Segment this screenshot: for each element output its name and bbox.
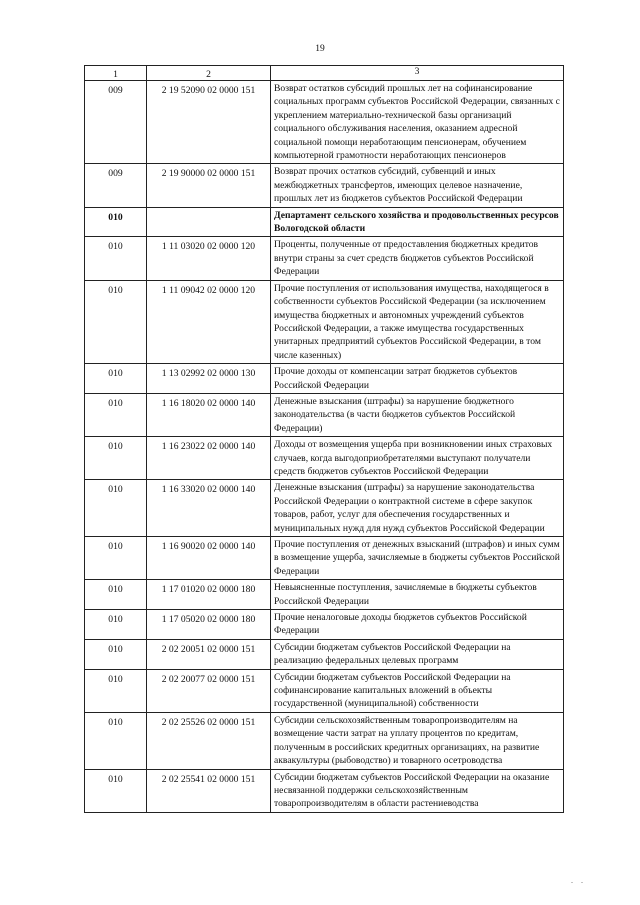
budget-code-cell: 2 02 25541 02 0000 151	[147, 769, 271, 812]
income-name-cell: Субсидии бюджетам субъектов Российской Федерации на реализацию федеральных целевых программ	[271, 639, 564, 669]
admin-code-cell: 010	[85, 712, 147, 769]
income-name-cell: Денежные взыскания (штрафы) за нарушение бюджетного законодательства (в части бюджетов субъектов Российской Федерации)	[271, 393, 564, 436]
admin-code-cell: 010	[85, 207, 147, 237]
income-name-cell: Субсидии бюджетам субъектов Российской Федерации на софинансирование капитальных вложений в объекты государственной (муниципальной) собственности	[271, 669, 564, 712]
budget-code-cell: 1 16 18020 02 0000 140	[147, 393, 271, 436]
scan-mark: . .	[571, 876, 586, 885]
income-name-cell: Прочие доходы от компенсации затрат бюджетов субъектов Российской Федерации	[271, 364, 564, 394]
table-row	[85, 610, 564, 640]
income-name-cell: Возврат прочих остатков субсидий, субвенций и иных межбюджетных трансфертов, имеющих целевое назначение, прошлых лет из бюджетов субъектов Российской Федерации	[271, 164, 564, 207]
table-row	[85, 164, 564, 207]
table-header-row	[85, 66, 564, 81]
income-codes-table	[84, 65, 564, 813]
income-name-cell: Субсидии сельскохозяйственным товаропроизводителям на возмещение части затрат на уплату процентов по кредитам, полученным в российских кредитных организациях, на развитие аквакультуры (рыбоводство) и товарного осетроводства	[271, 712, 564, 769]
table-row	[85, 207, 564, 237]
budget-code-cell: 2 02 20077 02 0000 151	[147, 669, 271, 712]
page-number: 19	[315, 44, 325, 54]
table-row	[85, 437, 564, 480]
admin-code-cell: 010	[85, 280, 147, 363]
admin-code-cell: 009	[85, 164, 147, 207]
income-name-cell: Невыясненные поступления, зачисляемые в бюджеты субъектов Российской Федерации	[271, 580, 564, 610]
table-body	[85, 66, 564, 813]
budget-code-cell: 2 02 25526 02 0000 151	[147, 712, 271, 769]
budget-code-cell: 1 17 01020 02 0000 180	[147, 580, 271, 610]
income-name-cell: Возврат остатков субсидий прошлых лет на софинансирование социальных программ субъектов Российской Федерации, связанных с укреплением материально-технической базы организаций социального обслуживания населения, оказанием адресной социальной помощи неработающим пенсионерам, обучением компьютерной грамотности неработающих пенсионеров	[271, 81, 564, 164]
admin-code-cell: 010	[85, 480, 147, 537]
column-header-2: 2	[147, 66, 271, 81]
table-row	[85, 480, 564, 537]
income-name-cell: Департамент сельского хозяйства и продовольственных ресурсов Вологодской области	[271, 207, 564, 237]
income-name-cell: Денежные взыскания (штрафы) за нарушение законодательства Российской Федерации о контрактной системе в сфере закупок товаров, работ, услуг для обеспечения государственных и муниципальных нужд для нужд субъектов Российской Федерации	[271, 480, 564, 537]
table-row	[85, 769, 564, 812]
budget-code-cell	[147, 207, 271, 237]
budget-code-cell: 2 19 90000 02 0000 151	[147, 164, 271, 207]
table-row	[85, 669, 564, 712]
income-name-cell: Проценты, полученные от предоставления бюджетных кредитов внутри страны за счет средств бюджетов субъектов Российской Федерации	[271, 237, 564, 280]
table-row	[85, 237, 564, 280]
budget-code-cell: 2 19 52090 02 0000 151	[147, 81, 271, 164]
income-name-cell: Прочие поступления от денежных взысканий (штрафов) и иных сумм в возмещение ущерба, зачисляемые в бюджеты субъектов Российской Федерации	[271, 537, 564, 580]
table-row	[85, 393, 564, 436]
budget-code-cell: 1 16 23022 02 0000 140	[147, 437, 271, 480]
budget-code-cell: 1 17 05020 02 0000 180	[147, 610, 271, 640]
budget-code-cell: 1 16 90020 02 0000 140	[147, 537, 271, 580]
table-row	[85, 537, 564, 580]
budget-code-cell: 1 11 09042 02 0000 120	[147, 280, 271, 363]
admin-code-cell: 010	[85, 580, 147, 610]
admin-code-cell: 010	[85, 393, 147, 436]
income-name-cell: Прочие неналоговые доходы бюджетов субъектов Российской Федерации	[271, 610, 564, 640]
budget-code-cell: 1 11 03020 02 0000 120	[147, 237, 271, 280]
table-row	[85, 280, 564, 363]
admin-code-cell: 010	[85, 769, 147, 812]
table-row	[85, 639, 564, 669]
table-row	[85, 580, 564, 610]
admin-code-cell: 010	[85, 537, 147, 580]
income-name-cell: Прочие поступления от использования имущества, находящегося в собственности субъектов Российской Федерации (за исключением имущества бюджетных и автономных учреждений субъектов Российской Федерации, а также имущества государственных унитарных предприятий субъектов Российской Федерации, в том числе казенных)	[271, 280, 564, 363]
admin-code-cell: 009	[85, 81, 147, 164]
table-row	[85, 81, 564, 164]
admin-code-cell: 010	[85, 364, 147, 394]
income-name-cell: Доходы от возмещения ущерба при возникновении иных страховых случаев, когда выгодоприобретателями выступают получатели средств бюджетов субъектов Российской Федерации	[271, 437, 564, 480]
admin-code-cell: 010	[85, 639, 147, 669]
budget-code-cell: 1 13 02992 02 0000 130	[147, 364, 271, 394]
admin-code-cell: 010	[85, 437, 147, 480]
table-row	[85, 712, 564, 769]
column-header-1: 1	[85, 66, 147, 81]
admin-code-cell: 010	[85, 610, 147, 640]
admin-code-cell: 010	[85, 237, 147, 280]
table-row	[85, 364, 564, 394]
column-header-3: 3	[271, 66, 564, 81]
income-name-cell: Субсидии бюджетам субъектов Российской Федерации на оказание несвязанной поддержки сельскохозяйственным товаропроизводителям в области растениеводства	[271, 769, 564, 812]
admin-code-cell: 010	[85, 669, 147, 712]
budget-code-cell: 2 02 20051 02 0000 151	[147, 639, 271, 669]
budget-code-cell: 1 16 33020 02 0000 140	[147, 480, 271, 537]
